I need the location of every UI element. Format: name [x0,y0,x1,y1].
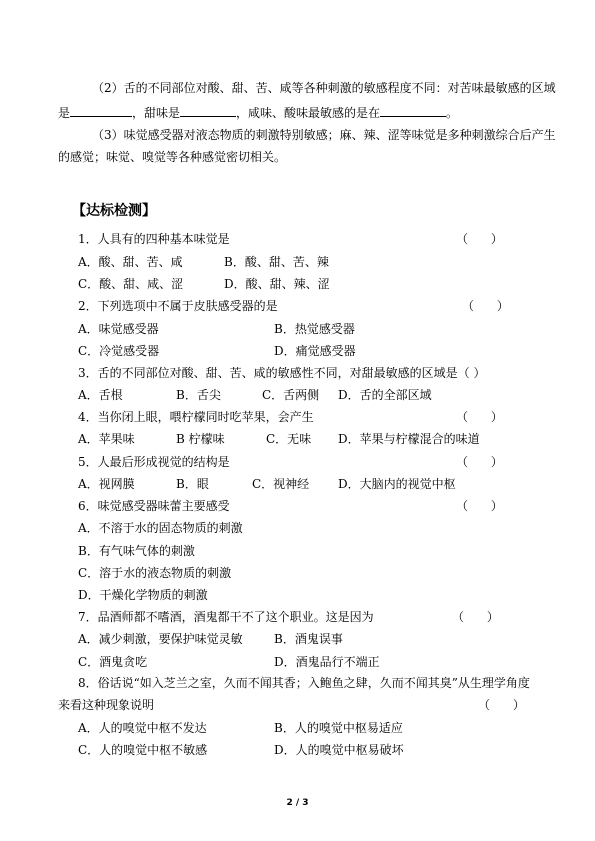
q3-option-a[interactable]: A．舌根 [78,388,123,402]
page-number: 2 / 3 [286,798,309,808]
intro-p2-text2: ，甜味是 [132,106,181,120]
q5-answer-paren[interactable]: （ ） [456,455,503,469]
q6-answer-paren[interactable]: （ ） [456,499,503,513]
q4-option-d[interactable]: D．苹果与柠檬混合的味道 [338,432,480,446]
q1-option-a[interactable]: A．酸、甜、苦、咸 [78,255,183,269]
q3-option-d[interactable]: D．舌的全部区域 [338,388,432,402]
q2-answer-paren[interactable]: （ ） [462,299,509,313]
q7-option-d[interactable]: D．酒鬼品行不端正 [274,655,380,669]
section-title: 【达标检测】 [72,203,156,219]
q3-stem: 3．舌的不同部位对酸、甜、苦、咸的敏感性不同，对甜最敏感的区域是（ ） [78,366,486,380]
q7-option-a[interactable]: A．减少刺激，要保护味觉灵敏 [78,632,243,646]
q8-option-a[interactable]: A．人的嗅觉中枢不发达 [78,721,207,735]
q4-answer-paren[interactable]: （ ） [456,410,503,424]
q1-stem: 1．人具有的四种基本味觉是 [78,232,230,246]
q6-stem: 6．味觉感受器味蕾主要感受 [78,499,230,513]
q5-option-c[interactable]: C．视神经 [252,477,310,491]
answer-blank-sweet[interactable] [180,105,236,117]
q8-option-b[interactable]: B．人的嗅觉中枢易适应 [274,721,403,735]
intro-p3-line2: 的感觉；味觉、嗅觉等各种感觉密切相关。 [58,150,287,164]
q4-option-a[interactable]: A．苹果味 [78,432,135,446]
q1-option-c[interactable]: C．酸、甜、咸、涩 [78,277,184,291]
q4-option-b[interactable]: B 柠檬味 [176,432,225,446]
q7-option-c[interactable]: C．酒鬼贪吃 [78,655,148,669]
q3-option-b[interactable]: B．舌尖 [176,388,221,402]
q7-option-b[interactable]: B．酒鬼误事 [274,632,343,646]
q8-stem-line2: 来看这种现象说明 [58,698,155,712]
q3-option-c[interactable]: C．舌两侧 [262,388,320,402]
q5-stem: 5．人最后形成视觉的结构是 [78,455,230,469]
intro-p2-line1: （2）舌的不同部位对酸、甜、苦、咸等各种刺激的敏感程度不同：对苦味最敏感的区域 [92,81,556,95]
answer-blank-bitter[interactable] [70,105,132,117]
intro-p2-text1: 是 [58,106,71,120]
q6-option-c[interactable]: C．溶于水的液态物质的刺激 [78,566,232,580]
q1-answer-paren[interactable]: （ ） [456,232,503,246]
q8-stem-line1: 8．俗话说“如入芝兰之室，久而不闻其香；入鲍鱼之肆，久而不闻其臭”从生理学角度 [78,676,530,690]
q8-option-d[interactable]: D．人的嗅觉中枢易破坏 [274,743,404,757]
q5-option-b[interactable]: B．眼 [176,477,209,491]
q2-stem: 2．下列选项中不属于皮肤感受器的是 [78,299,278,313]
q6-option-d[interactable]: D．干燥化学物质的刺激 [78,588,208,602]
intro-p2-text3: ，咸味、酸味最敏感的是在 [236,106,381,120]
q7-answer-paren[interactable]: （ ） [452,610,499,624]
q4-option-c[interactable]: C．无味 [266,432,312,446]
q5-option-a[interactable]: A．视网膜 [78,477,135,491]
q2-option-c[interactable]: C．冷觉感受器 [78,344,160,358]
intro-p3-line1: （3）味觉感受器对液态物质的刺激特别敏感；麻、辣、涩等味觉是多种刺激综合后产生 [92,128,556,142]
q2-option-b[interactable]: B．热觉感受器 [274,322,355,336]
q2-option-a[interactable]: A．味觉感受器 [78,322,159,336]
q8-option-c[interactable]: C．人的嗅觉中枢不敏感 [78,743,208,757]
intro-p2-line2 [58,105,458,120]
q6-option-a[interactable]: A．不溶于水的固态物质的刺激 [78,521,243,535]
q6-option-b[interactable]: B．有气味气体的刺激 [78,544,195,558]
q8-answer-paren[interactable]: （ ） [478,698,525,712]
q1-option-d[interactable]: D．酸、甜、辣、涩 [224,277,330,291]
intro-p2-text4: 。 [446,106,459,120]
answer-blank-salty-sour[interactable] [380,105,446,117]
q2-option-d[interactable]: D．痛觉感受器 [274,344,356,358]
q1-option-b[interactable]: B．酸、甜、苦、辣 [224,255,329,269]
q4-stem: 4．当你闭上眼，喂柠檬同时吃苹果，会产生 [78,410,314,424]
q7-stem: 7．品酒师都不嗜酒，酒鬼都干不了这个职业。这是因为 [78,610,374,624]
q5-option-d[interactable]: D．大脑内的视觉中枢 [338,477,456,491]
